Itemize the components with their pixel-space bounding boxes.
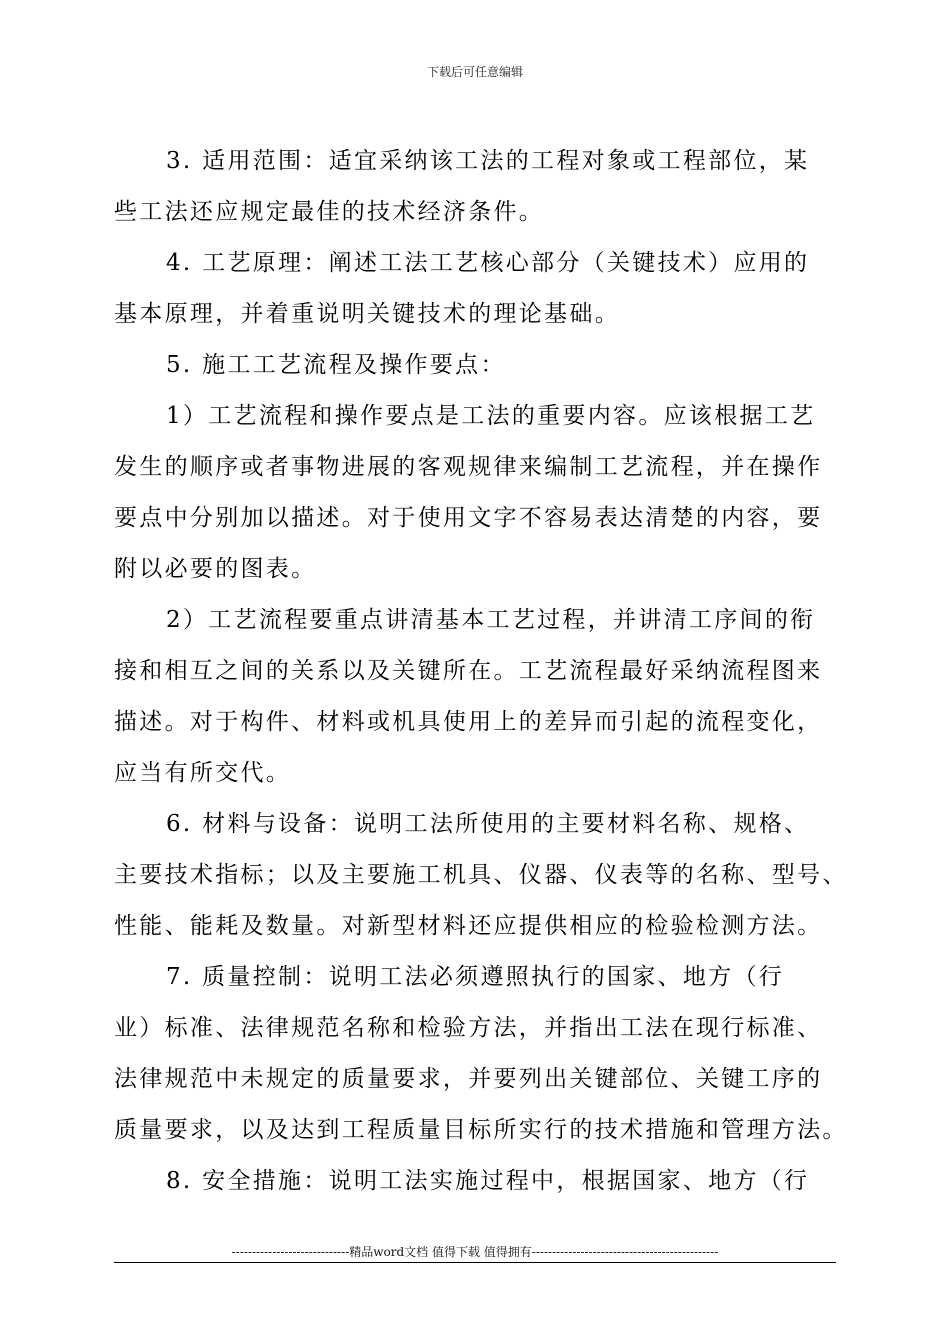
body-line: 4. 工艺原理：阐述工法工艺核心部分（关键技术）应用的 [166, 250, 810, 276]
body-line: 基本原理，并着重说明关键技术的理论基础。 [114, 301, 620, 327]
body-line: 1）工艺流程和操作要点是工法的重要内容。应该根据工艺 [166, 403, 816, 429]
body-line: 应当有所交代。 [114, 760, 292, 786]
body-line: 主要技术指标；以及主要施工机具、仪器、仪表等的名称、型号、 [114, 862, 848, 888]
body-line: 3. 适用范围：适宜采纳该工法的工程对象或工程部位，某 [166, 148, 810, 174]
document-body [114, 136, 848, 1207]
body-line: 发生的顺序或者事物进展的客观规律来编制工艺流程，并在操作 [114, 454, 823, 480]
body-line: 要点中分别加以描述。对于使用文字不容易表达清楚的内容，要 [114, 505, 823, 531]
body-line: 质量要求，以及达到工程质量目标所实行的技术措施和管理方法。 [114, 1117, 848, 1143]
body-line: 7. 质量控制：说明工法必须遵照执行的国家、地方（行 [166, 964, 785, 990]
page-header: 下载后可任意编辑 [426, 65, 523, 79]
body-line: 6. 材料与设备：说明工法所使用的主要材料名称、规格、 [166, 811, 810, 837]
body-line: 接和相互之间的关系以及关键所在。工艺流程最好采纳流程图来 [114, 658, 823, 684]
footer-divider [114, 1262, 836, 1263]
body-line: 性能、能耗及数量。对新型材料还应提供相应的检验检测方法。 [114, 913, 823, 939]
body-line: 法律规范中未规定的质量要求，并要列出关键部位、关键工序的 [114, 1066, 823, 1092]
body-line: 8. 安全措施：说明工法实施过程中，根据国家、地方（行 [166, 1168, 810, 1194]
body-line: 业）标准、法律规范名称和检验方法，并指出工法在现行标准、 [114, 1015, 823, 1041]
body-line: 附以必要的图表。 [114, 556, 317, 582]
body-line: 些工法还应规定最佳的技术经济条件。 [114, 199, 545, 225]
page-footer: -----------------------------精品word文档 值得下载 值得拥有---------------------------------------------- [231, 1245, 719, 1259]
body-line: 5. 施工工艺流程及操作要点： [166, 352, 506, 378]
body-line: 2）工艺流程要重点讲清基本工艺过程，并讲清工序间的衔 [166, 607, 816, 633]
body-line: 描述。对于构件、材料或机具使用上的差异而引起的流程变化， [114, 709, 823, 735]
